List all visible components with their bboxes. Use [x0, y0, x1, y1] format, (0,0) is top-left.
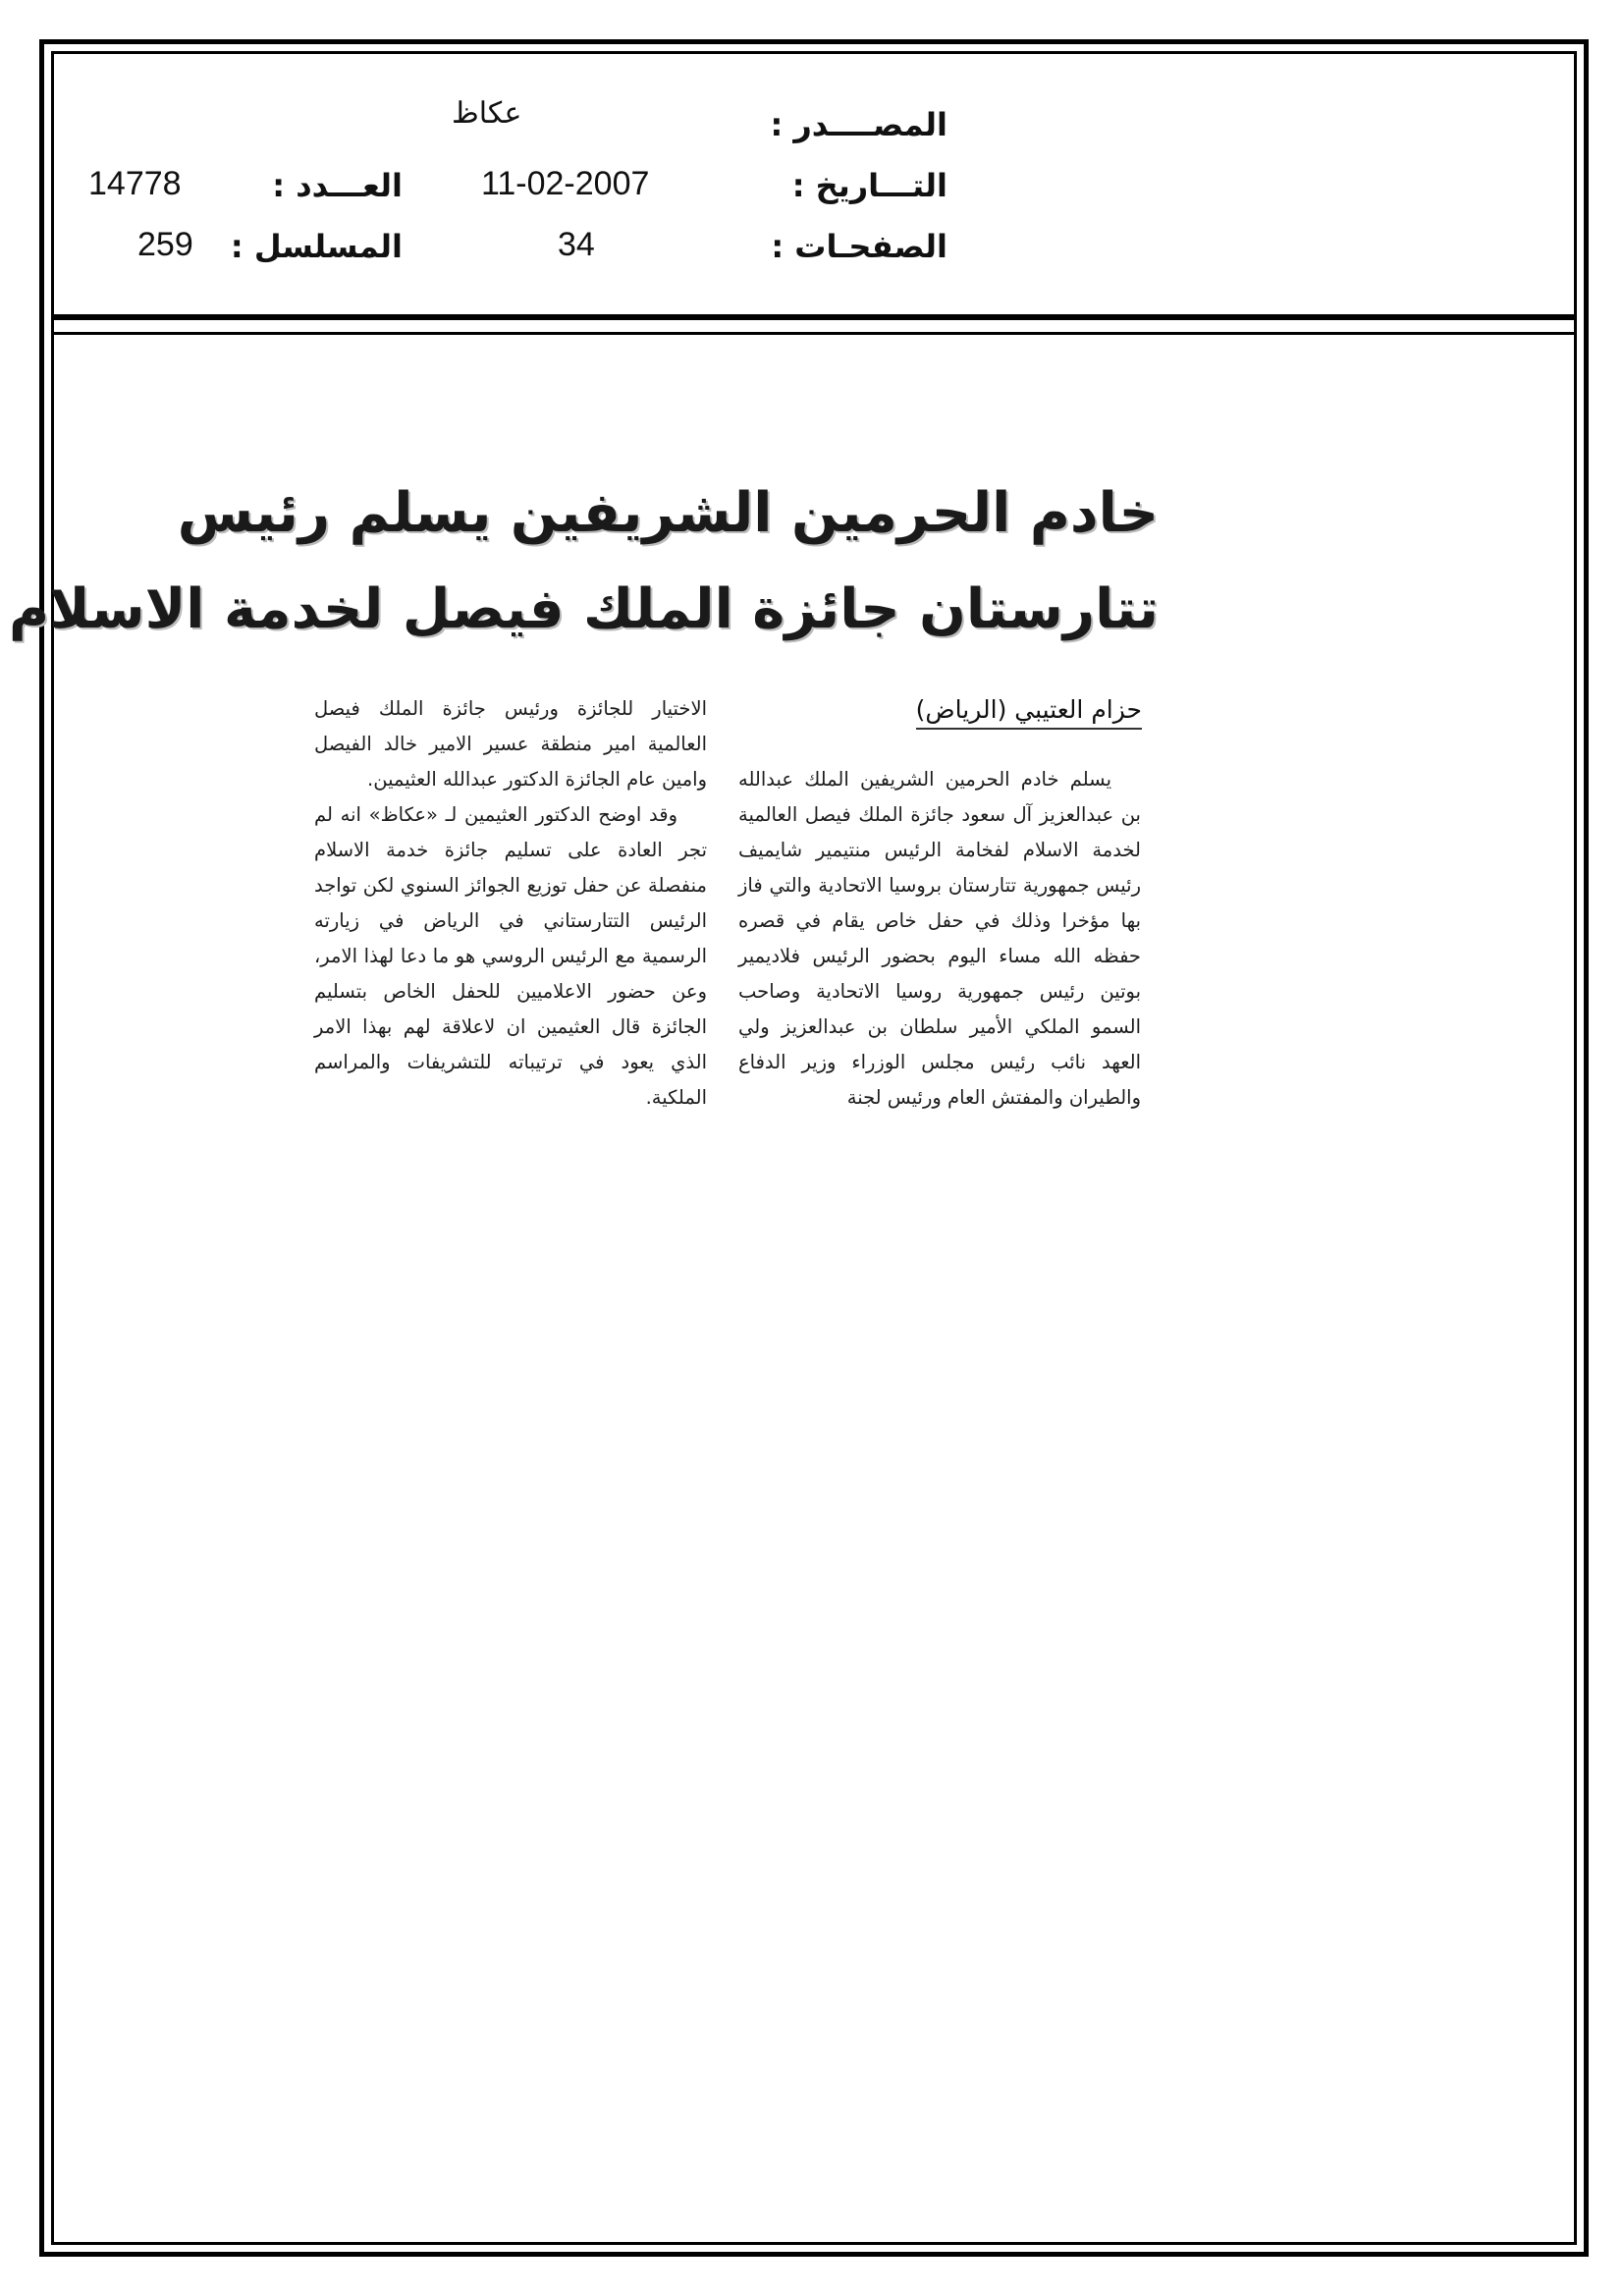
header-divider-thin [51, 332, 1577, 335]
pages-value: 34 [558, 226, 595, 263]
serial-value: 259 [137, 226, 193, 263]
header-divider-thick [51, 314, 1577, 320]
date-value: 11-02-2007 [481, 165, 650, 202]
paragraph: يسلم خادم الحرمين الشريفين الملك عبدالله بن عبدالعزيز آل سعود جائزة الملك فيصل العالمية لخدمة الاسلام لفخامة الرئيس منتيمير شايميف رئيس جمهورية تتارستان بروسيا الاتحادية والتي فاز بها مؤخرا وذلك في حفل خاص يقام في قصره حفظه الله مساء اليوم بحضور الرئيس فلاديمير بوتين رئيس جمهورية روسيا الاتحادية وصاحب السمو الملكي الأمير سلطان بن عبدالعزيز ولي العهد نائب رئيس مجلس الوزراء وزير الدفاع والطيران والمفتش العام ورئيس لجنة [738, 768, 1141, 1109]
article-column-right [738, 762, 1141, 1116]
byline: حزام العتيبي (الرياض) [916, 695, 1142, 730]
paragraph: وقد اوضح الدكتور العثيمين لـ «عكاظ» انه لم تجر العادة على تسليم جائزة خدمة الاسلام منفصلة عن حفل توزيع الجوائز السنوي لكن تواجد الرئيس التتارستاني في الرياض في زيارته الرسمية مع الرئيس الروسي هو ما دعا لهذا الامر، وعن حضور الاعلاميين للحفل الخاص بتسليم الجائزة قال العثيمين ان لاعلاقة لهم بهذا الامر الذي يعود في ترتيباته للتشريفات والمراسم الملكية. [314, 803, 707, 1109]
headline-line-2: تتارستان جائزة الملك فيصل لخدمة الاسلام [8, 577, 1159, 641]
serial-label: المسلسل : [230, 228, 403, 265]
headline-line-1: خادم الحرمين الشريفين يسلم رئيس [177, 481, 1159, 545]
source-value: عكاظ [452, 97, 522, 130]
paragraph: الاختيار للجائزة ورئيس جائزة الملك فيصل العالمية امير منطقة عسير الامير خالد الفيصل وامين عام الجائزة الدكتور عبدالله العثيمين. [314, 697, 707, 791]
page-border-inner [8, 51, 1577, 2245]
source-label: المصــــدر : [770, 106, 947, 143]
pages-label: الصفحـات : [771, 228, 947, 265]
article-column-left [314, 691, 707, 1116]
date-label: التـــاريخ : [791, 167, 947, 204]
issue-label: العـــدد : [272, 167, 403, 204]
issue-value: 14778 [88, 165, 182, 202]
